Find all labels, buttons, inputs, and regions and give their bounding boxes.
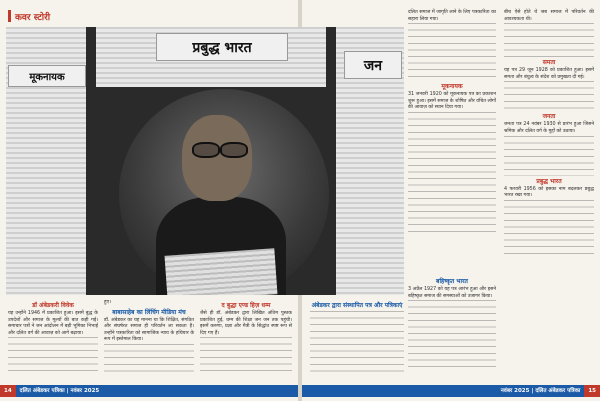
right-page — [302, 0, 600, 401]
right-col-2-heading: समता — [542, 59, 556, 67]
left-col-2 — [104, 300, 194, 386]
right-col-1-body: 31 जनवरी 1920 को मूकनायक पत्र का प्रकाशन शुरू हुआ। इसमें समाज के शोषित और वंचित लोगों की आवाज़ को स्थान दिया गया। — [408, 92, 496, 111]
left-col-3-heading: द बुद्धा एण्ड हिज़ धम्म — [221, 302, 271, 309]
left-col-3-body: जैसे ही डॉ. अंबेडकर द्वारा लिखित अंतिम पुस्तक प्रकाशित हुई, धम्म की शिक्षा जन जन तक पहुंची। इसमें करुणा, प्रज्ञा और मैत्री के सिद्धांत स्पष्ट रूप से दिए गए हैं। — [200, 311, 292, 336]
right-footer — [302, 385, 600, 397]
portrait-held-newspaper — [165, 248, 278, 295]
masthead-right: जन — [344, 51, 402, 79]
left-col-2-intro: हुए। — [104, 300, 112, 305]
left-footer-magazine: दलित अंबेडकर पत्रिका — [19, 388, 65, 394]
right-col-left-sub-filler — [310, 311, 404, 375]
right-col-1-subheading: अंबेडकर द्वारा संस्थापित पत्र और पत्रिकाएं — [311, 302, 403, 309]
section-tag — [8, 8, 50, 24]
right-col-2-heading3: प्रबुद्ध भारत — [536, 177, 562, 185]
right-col-1 — [408, 10, 496, 295]
right-col-bahishkrit — [408, 276, 496, 386]
right-footer-bar: नवंबर 2025 | दलित अंबेडकर पत्रिका — [302, 385, 584, 397]
portrait-glasses-icon — [188, 142, 248, 156]
right-footer-issue: नवंबर 2025 — [500, 388, 530, 394]
left-page-number: 14 — [0, 385, 16, 397]
section-tag-label: कवर स्टोरी — [15, 12, 51, 23]
right-col-1-filler-b — [408, 112, 496, 232]
right-col-2-body3: 4 फरवरी 1956 को इसका नाम बदलकर प्रबुद्ध भारत रखा गया। — [504, 186, 594, 199]
left-col-3 — [200, 300, 292, 386]
left-footer-issue: नवंबर 2025 — [70, 388, 100, 394]
left-col-1 — [8, 300, 98, 386]
masthead-main: प्रबुद्ध भारत — [156, 33, 288, 61]
left-col-3-filler — [200, 337, 292, 373]
bahishkrit-filler — [408, 300, 496, 370]
left-col-2-filler — [104, 344, 194, 374]
bahishkrit-heading: बहिष्कृत भारत — [436, 278, 468, 285]
right-col-2-body2: जनता पत्र 24 नवंबर 1930 से प्रारंभ हुआ जिसने श्रमिक और दलित वर्ग के मुद्दों को उठाया। — [504, 122, 594, 134]
left-col-2-body: डॉ. अंबेडकर का यह मानना था कि शिक्षित, संगठित और संघर्षरत समाज ही परिवर्तन ला सकता है। उन्होंने पत्रकारिता को सामाजिक न्याय के हथियार के रूप में इस्तेमाल किया। — [104, 317, 194, 343]
left-footer-bar: दलित अंबेडकर पत्रिका | नवंबर 2025 — [16, 385, 298, 397]
right-col-2-filler-a — [504, 23, 594, 57]
right-col-2-filler-b — [504, 81, 594, 111]
left-col-1-body: यह उन्होंने 1946 में प्रकाशित हुआ। इसमें बुद्ध के उपदेशों और समाज के मूल्यों की बात कही गई। समाचार पत्रों ने जन आंदोलन में बड़ी भूमिका निभाई और दलित वर्ग की आवाज़ को आगे बढ़ाया। — [8, 311, 98, 336]
right-col-2 — [504, 10, 594, 386]
right-footer-magazine: दलित अंबेडकर पत्रिका — [535, 388, 581, 394]
right-col-1-heading: मूकनायक — [441, 83, 463, 91]
left-col-1-heading: डॉ अंबेडकरी विवेक — [32, 302, 74, 309]
bahishkrit-body: 3 अप्रैल 1927 को यह पत्र आरंभ हुआ और इसने बहिष्कृत समाज की समस्याओं को उजागर किया। — [408, 287, 496, 299]
portrait-figure-head — [182, 115, 252, 201]
left-col-2-heading: बाबासाहेब का लिंचिंग मीडिया मंच — [112, 308, 186, 316]
right-col-2-body: यह पत्र 29 जून 1928 को प्रकाशित हुआ। इसमें समता और बंधुत्व के संदेश को प्रमुखता दी गई। — [504, 68, 594, 80]
right-col-2-filler-d — [504, 200, 594, 256]
left-footer — [0, 385, 298, 397]
left-col-1-filler — [8, 337, 98, 371]
right-page-number: 15 — [584, 385, 600, 397]
right-col-2-body-top: बीच ऐसे होते थे जब समाज में परिवर्तन की आवश्यकता थी। — [504, 10, 594, 22]
masthead-left: मूकनायक — [8, 65, 86, 87]
right-col-1-body-top: दलित समाज में जागृति लाने के लिए पत्रकारिता का सहारा लिया गया। — [408, 10, 496, 22]
section-tag-bar — [8, 10, 11, 22]
right-col-2-filler-c — [504, 136, 594, 176]
right-col-2-heading2: जनता — [542, 113, 556, 121]
right-col-left-sub — [310, 300, 404, 386]
right-col-1-filler-a — [408, 23, 496, 81]
